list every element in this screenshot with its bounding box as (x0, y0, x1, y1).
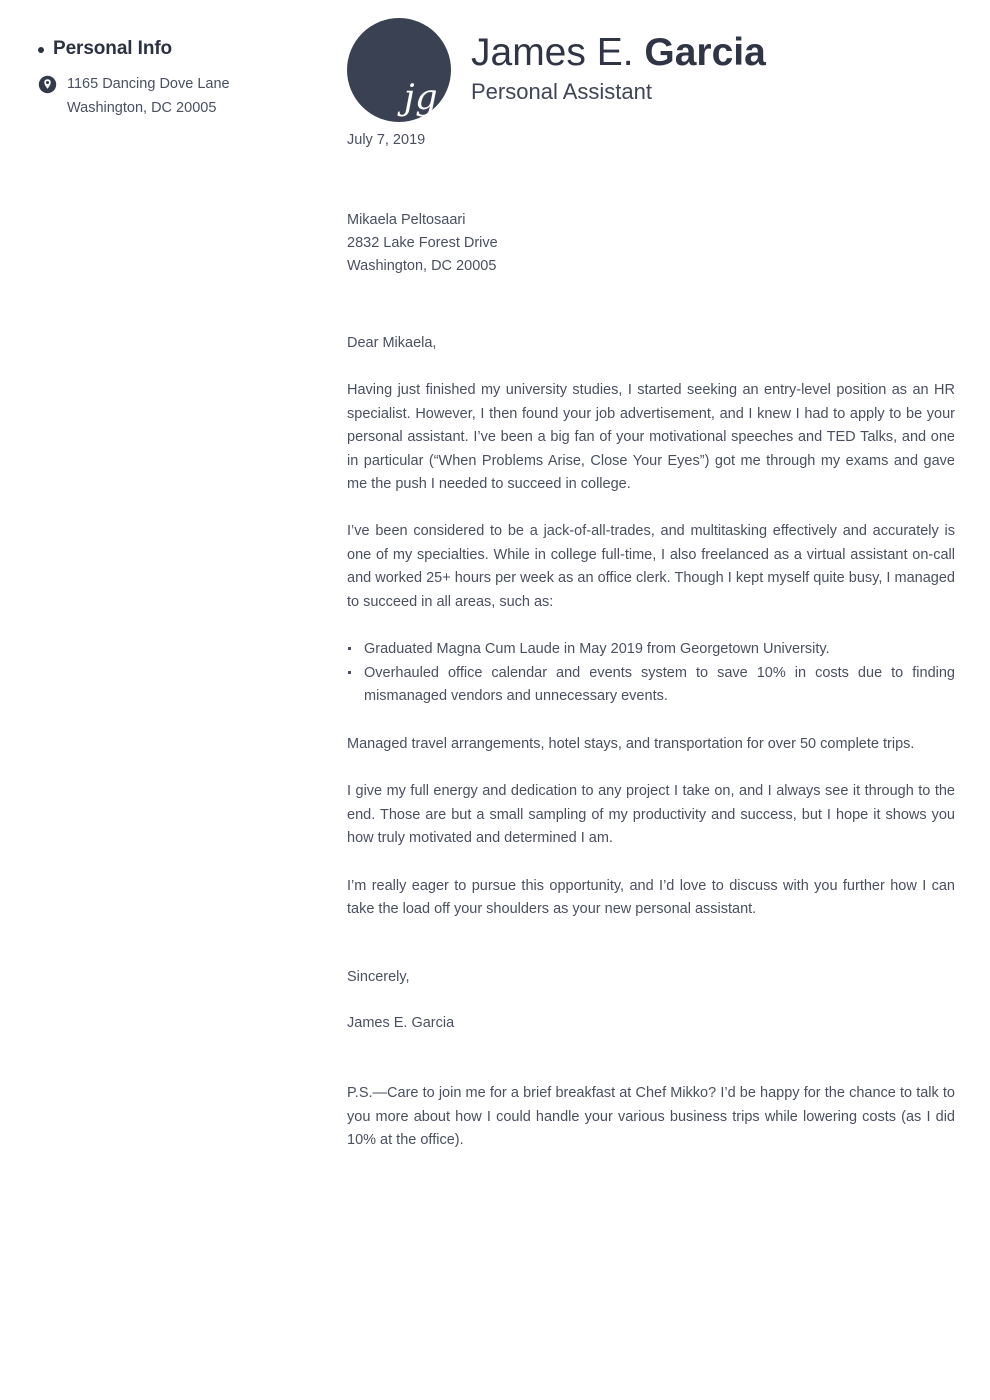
address-line-2: Washington, DC 20005 (67, 99, 217, 116)
name-block (471, 32, 766, 108)
address-line-1: 1165 Dancing Dove Lane (67, 75, 230, 92)
recipient-address-line-1: 2832 Lake Forest Drive (347, 234, 498, 251)
list-item-text: Graduated Magna Cum Laude in May 2019 from Georgetown University. (364, 641, 830, 658)
sidebar-section-title-label: Personal Info (53, 38, 173, 59)
list-item (347, 638, 955, 661)
letter-paragraph-3: Managed travel arrangements, hotel stays, and transportation for over 50 complete trips. (347, 735, 915, 752)
page-title (471, 32, 766, 74)
avatar-initials: jg (403, 77, 438, 118)
list-item (347, 662, 955, 709)
letter-main-column (347, 0, 955, 1167)
signoff: Sincerely, (347, 968, 410, 985)
postscript: P.S.—Care to join me for a brief breakfast at Chef Mikko? I’d be happy for the chance to talk to you more about how I could handle your various business trips while lowering costs (as I did 10% at the office). (347, 1085, 955, 1149)
letter-paragraph-1: Having just finished my university studies, I started seeking an entry-level position as an HR specialist. However, I then found your job advertisement, and I knew I had to apply to be your personal assistant. I’ve been a big fan of your motivational speeches and TED Talks, and one in particular (“When Problems Arise, Close Your Eyes”) got me through my exams and gave me the push I needed to succeed in college. (347, 382, 955, 492)
location-pin-icon (38, 75, 57, 94)
sidebar (0, 0, 330, 1400)
achievements-list (347, 638, 955, 708)
contact-address-lines (67, 73, 230, 121)
letter-date: July 7, 2019 (347, 132, 426, 148)
name-last: Garcia (644, 30, 766, 74)
signature-name: James E. Garcia (347, 1014, 455, 1031)
dot-bullet-icon (38, 47, 44, 53)
letterhead (347, 0, 955, 118)
salutation: Dear Mikaela, (347, 335, 437, 352)
avatar (347, 18, 451, 122)
square-bullet-icon (348, 671, 351, 674)
letter-paragraph-5: I’m really eager to pursue this opportunity, and I’d love to discuss with you further how I can take the load off your shoulders as your new personal assistant. (347, 877, 955, 918)
square-bullet-icon (348, 647, 351, 650)
recipient-address-block (347, 209, 955, 279)
letter-paragraph-4: I give my full energy and dedication to any project I take on, and I always see it through to the end. Those are but a small sampling of my productivity and success, but I hope it shows you how truly motivated and determined I am. (347, 783, 955, 847)
recipient-address-line-2: Washington, DC 20005 (347, 258, 497, 275)
name-first: James E. (471, 30, 634, 74)
contact-address-entry (38, 73, 300, 121)
recipient-name: Mikaela Peltosaari (347, 211, 466, 228)
letter-paragraph-2: I’ve been considered to be a jack-of-all-trades, and multitasking effectively and accurately is one of my specialties. While in college full-time, I also freelanced as a virtual assistant on-call and worked 25+ hours per week as an office clerk. Though I kept myself quite busy, I managed to succeed in all areas, such as: (347, 523, 955, 610)
job-title: Personal Assistant (471, 78, 652, 104)
sidebar-section-personal-info (38, 38, 300, 61)
list-item-text: Overhauled office calendar and events system to save 10% in costs due to finding mismanaged vendors and unnecessary events. (364, 664, 955, 705)
